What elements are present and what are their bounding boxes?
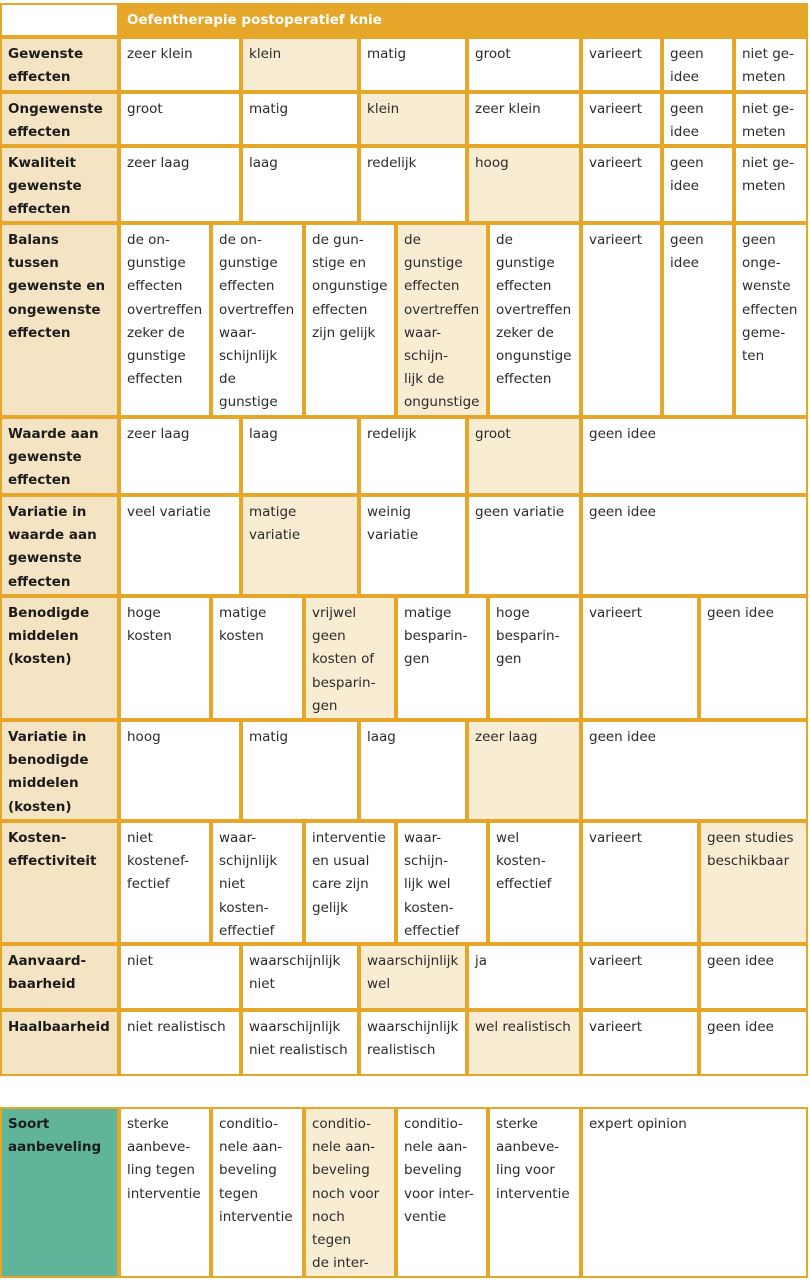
option-cell: de on- gunstige effecten overtreffen zeker de gunstige effecten [119,223,211,417]
option-cell: redelijk [359,146,467,223]
row-label: Waarde aan gewenste effecten [0,417,119,495]
option-cell: redelijk [359,417,467,495]
option-cell: waarschijnlijk realistisch [359,1010,467,1076]
option-cell: niet [119,944,241,1010]
option-cell: varieert [581,223,662,417]
option-cell: klein [241,37,359,92]
option-cell: geen idee [581,495,808,596]
option-cell: hoge besparin- gen [488,596,581,720]
option-cell: groot [119,92,241,146]
option-cell: geen idee [662,146,734,223]
option-cell: niet ge- meten [734,37,808,92]
option-cell: matig [241,720,359,821]
option-cell: wel kosten- effectief [488,821,581,944]
option-cell: niet ge- meten [734,92,808,146]
recommendation-option: expert opinion [581,1107,808,1278]
recommendation-option: conditio- nele aan- beveling noch voor noch tegen de inter- [304,1107,396,1278]
row-label: Gewenste effecten [0,37,119,92]
option-cell: laag [359,720,467,821]
option-cell: zeer laag [119,146,241,223]
recommendation-option: conditio- nele aan- beveling tegen interventie [211,1107,304,1278]
option-cell: varieert [581,146,662,223]
option-cell: matig [241,92,359,146]
option-cell: niet ge- meten [734,146,808,223]
option-cell: ja [467,944,581,1010]
option-cell: niet realistisch [119,1010,241,1076]
option-cell: wel realistisch [467,1010,581,1076]
option-cell: vrijwel geen kosten of besparin- gen [304,596,396,720]
row-label: Ongewenste effecten [0,92,119,146]
option-cell: varieert [581,92,662,146]
option-cell: geen idee [699,944,808,1010]
row-label: Kosten- effectiviteit [0,821,119,944]
option-cell: geen onge- wenste effecten geme- ten [734,223,808,417]
option-cell: geen studies beschikbaar [699,821,808,944]
option-cell: varieert [581,1010,699,1076]
option-cell: interventie en usual care zijn gelijk [304,821,396,944]
option-cell: matige variatie [241,495,359,596]
header-blank-cell [0,3,119,37]
option-cell: geen idee [662,223,734,417]
option-cell: matige besparin- gen [396,596,488,720]
row-label: Aanvaard- baarheid [0,944,119,1010]
option-cell: weinig variatie [359,495,467,596]
option-cell: geen idee [581,417,808,495]
option-cell: waarschijnlijk niet realistisch [241,1010,359,1076]
option-cell: varieert [581,944,699,1010]
option-cell: geen variatie [467,495,581,596]
option-cell: groot [467,417,581,495]
recommendation-label: Soort aanbeveling [0,1107,119,1278]
option-cell: de gunstige effecten overtreffen zeker de ongunstige effecten [488,223,581,417]
recommendation-option: conditio- nele aan- beveling voor inter- ventie [396,1107,488,1278]
option-cell: laag [241,417,359,495]
option-cell: niet kostenef- fectief [119,821,211,944]
option-cell: laag [241,146,359,223]
option-cell: geen idee [662,37,734,92]
table-title: Oefentherapie postoperatief knie [119,3,808,37]
option-cell: de gun- stige en ongunstige effecten zijn gelijk [304,223,396,417]
option-cell: de on- gunstige effecten overtreffen waar- schijnlijk de gunstige [211,223,304,417]
option-cell: de gunstige effecten overtreffen waar- schijn- lijk de ongunstige [396,223,488,417]
option-cell: matig [359,37,467,92]
option-cell: klein [359,92,467,146]
option-cell: waar- schijnlijk niet kosten- effectief [211,821,304,944]
option-cell: waarschijnlijk wel [359,944,467,1010]
option-cell: varieert [581,821,699,944]
row-label: Kwaliteit gewenste effecten [0,146,119,223]
option-cell: geen idee [699,1010,808,1076]
option-cell: hoog [467,146,581,223]
recommendation-option: sterke aanbeve- ling tegen interventie [119,1107,211,1278]
option-cell: zeer laag [467,720,581,821]
option-cell: zeer laag [119,417,241,495]
option-cell: zeer klein [467,92,581,146]
row-label: Haalbaarheid [0,1010,119,1076]
option-cell: geen idee [699,596,808,720]
option-cell: hoge kosten [119,596,211,720]
option-cell: groot [467,37,581,92]
option-cell: waar- schijn- lijk wel kosten- effectief [396,821,488,944]
option-cell: varieert [581,596,699,720]
option-cell: waarschijnlijk niet [241,944,359,1010]
row-label: Variatie in benodigde middelen (kosten) [0,720,119,821]
row-label: Benodigde middelen (kosten) [0,596,119,720]
option-cell: geen idee [662,92,734,146]
option-cell: matige kosten [211,596,304,720]
option-cell: varieert [581,37,662,92]
option-cell: geen idee [581,720,808,821]
row-label: Variatie in waarde aan gewenste effecten [0,495,119,596]
row-label: Balans tussen gewenste en ongewenste effecten [0,223,119,417]
recommendation-option: sterke aanbeve- ling voor interventie [488,1107,581,1278]
option-cell: hoog [119,720,241,821]
option-cell: zeer klein [119,37,241,92]
option-cell: veel variatie [119,495,241,596]
